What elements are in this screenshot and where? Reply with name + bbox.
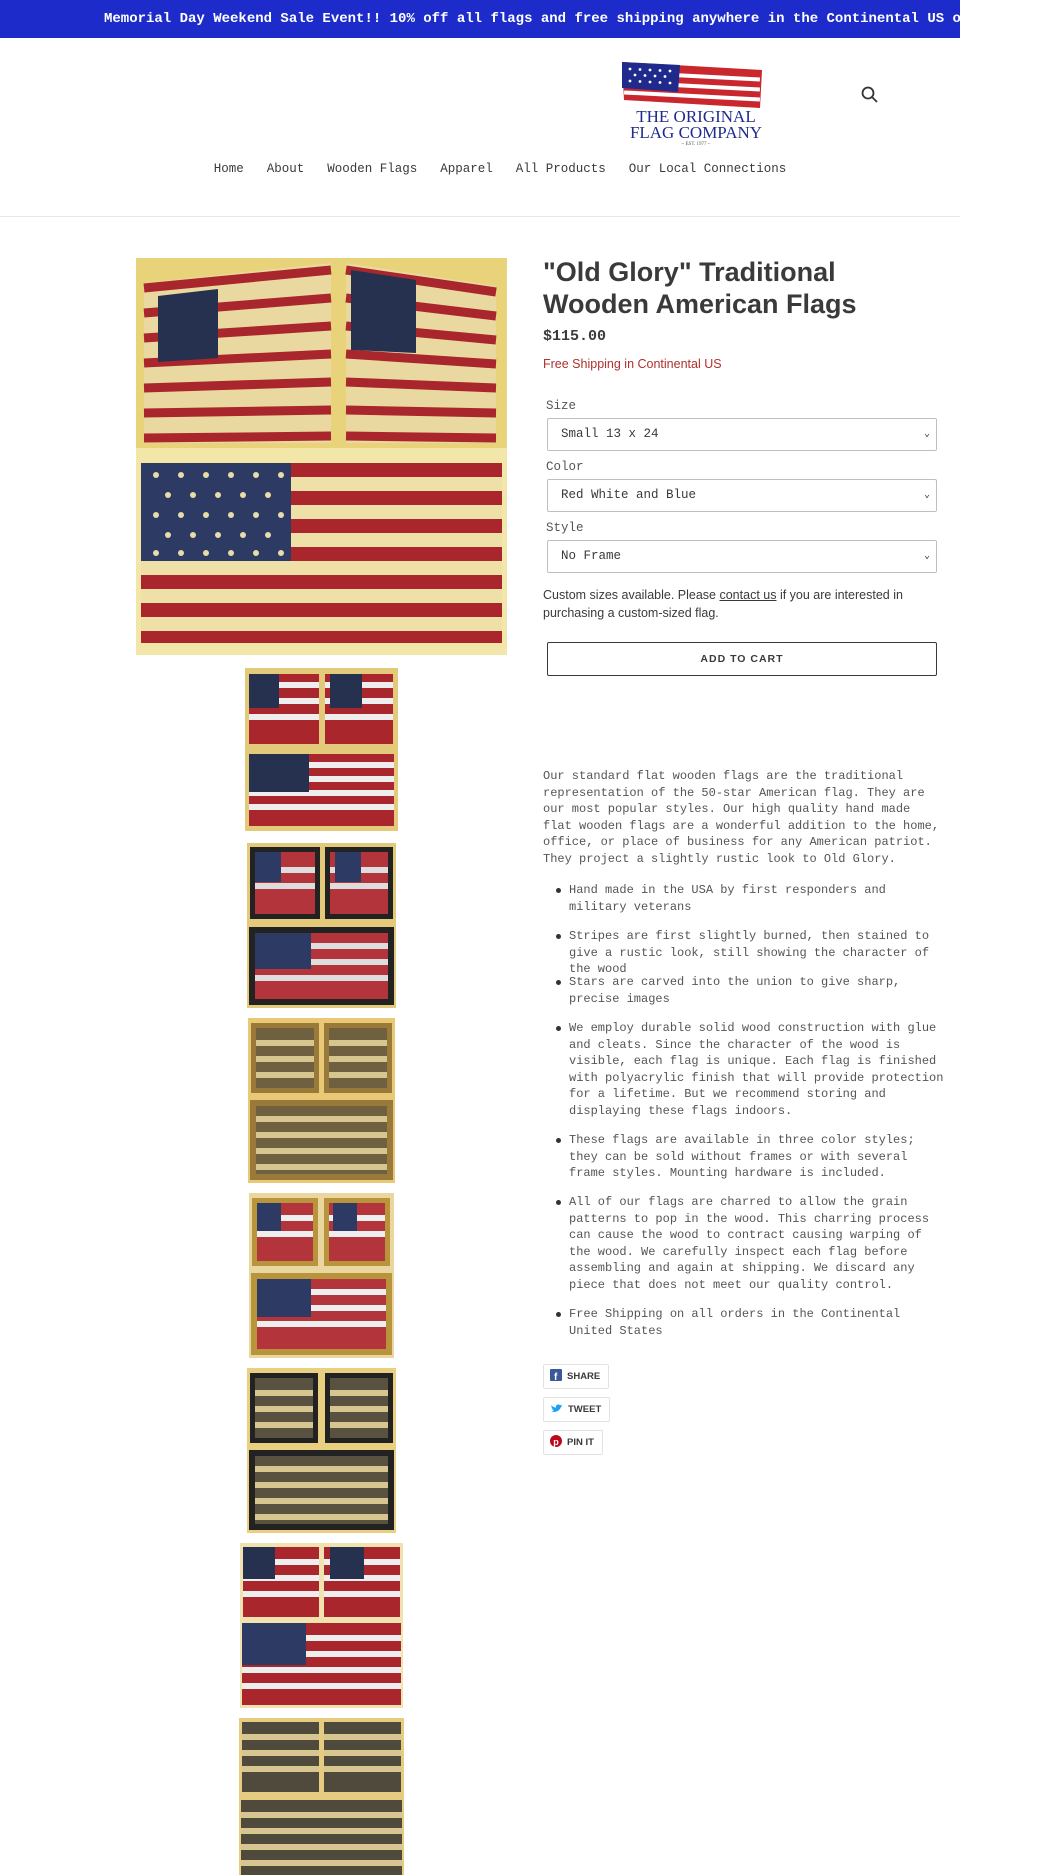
bullet-text: These flags are available in three color styles; they can be sold without frames or with several frame styles. Mounting hardware is included. bbox=[569, 1133, 915, 1180]
contact-us-link[interactable]: contact us bbox=[719, 588, 777, 602]
bullet-text: Stars are carved into the union to give sharp, precise images bbox=[569, 975, 901, 1006]
share-label: PIN IT bbox=[567, 1437, 594, 1448]
list-item bbox=[560, 928, 945, 978]
main-nav bbox=[0, 162, 960, 176]
bullet-text: Free Shipping on all orders in the Continental United States bbox=[569, 1307, 901, 1338]
pinterest-icon bbox=[550, 1435, 562, 1450]
announcement-text: Memorial Day Weekend Sale Event!! 10% off all flags and free shipping anywhere in the Continental US on flat flags bbox=[104, 11, 1062, 27]
product-description: Our standard flat wooden flags are the traditional representation of the 50-star American flag. They are our most popular styles. Our high quality hand made flat wooden flags are a wonderful addition to the home, office, or place of business for any American patriot. They project a slightly rustic look to Old Glory. bbox=[543, 769, 940, 866]
logo-text-line2: FLAG COMPANY bbox=[629, 123, 763, 142]
style-select[interactable] bbox=[547, 540, 937, 573]
list-item bbox=[560, 882, 945, 915]
list-item bbox=[560, 1132, 945, 1182]
custom-sizes-note bbox=[543, 586, 943, 622]
bullet-text: Hand made in the USA by first responders and military veterans bbox=[569, 883, 886, 914]
chevron-down-icon: ⌄ bbox=[923, 551, 930, 562]
style-select-value: No Frame bbox=[561, 549, 622, 563]
bullet-text: We employ durable solid wood construction with glue and cleats. Since the character of the wood is visible, each flag is unique. Each flag is finished with polyacrylic finish that will provide protection for a lifetime. But we recommend storing and displaying these flags indoors. bbox=[569, 1021, 944, 1118]
thumbnail-3[interactable] bbox=[248, 1018, 395, 1183]
list-item bbox=[560, 1020, 945, 1119]
thumbnail-2[interactable] bbox=[247, 843, 396, 1008]
product-main-image[interactable] bbox=[136, 258, 507, 655]
svg-text:p: p bbox=[553, 1437, 559, 1447]
site-logo[interactable] bbox=[612, 60, 778, 146]
thumbnail-5[interactable] bbox=[247, 1368, 396, 1533]
nav-home[interactable]: Home bbox=[213, 162, 244, 176]
thumbnail-1[interactable] bbox=[245, 668, 398, 831]
share-pinterest-button[interactable] bbox=[543, 1430, 603, 1455]
custom-note-pre: Custom sizes available. Please bbox=[543, 588, 720, 602]
size-select[interactable] bbox=[547, 418, 937, 451]
chevron-down-icon: ⌄ bbox=[923, 490, 930, 501]
color-select-value: Red White and Blue bbox=[561, 488, 697, 502]
share-label: SHARE bbox=[567, 1371, 601, 1382]
nav-all-products[interactable]: All Products bbox=[515, 162, 606, 176]
nav-wooden-flags[interactable]: Wooden Flags bbox=[327, 162, 418, 176]
product-price: $115.00 bbox=[543, 328, 607, 345]
thumbnail-4[interactable] bbox=[249, 1193, 394, 1358]
thumbnail-7[interactable] bbox=[239, 1718, 404, 1875]
add-to-cart-button[interactable]: ADD TO CART bbox=[547, 642, 937, 676]
color-label: Color bbox=[546, 460, 584, 474]
share-twitter-button[interactable] bbox=[543, 1397, 610, 1422]
custom-note-post: if you are interested in purchasing a custom-sized flag. bbox=[543, 588, 903, 620]
bullet-text: Stripes are first slightly burned, then stained to give a rustic look, still showing the character of the wood bbox=[569, 929, 930, 976]
thumbnail-6[interactable] bbox=[240, 1543, 403, 1708]
header-divider bbox=[0, 216, 960, 217]
size-label: Size bbox=[546, 399, 577, 413]
share-facebook-button[interactable] bbox=[543, 1364, 609, 1389]
bullet-text: All of our flags are charred to allow the grain patterns to pop in the wood. This charring process can cause the wood to contract causing warping of the wood. We carefully inspect each flag before assembling and again at shipping. We discard any piece that does not meet our quality control. bbox=[569, 1195, 930, 1292]
svg-text:f: f bbox=[554, 1372, 558, 1383]
announcement-bar[interactable] bbox=[0, 0, 1062, 38]
product-title: "Old Glory" Traditional Wooden American Flags bbox=[543, 257, 857, 319]
color-select[interactable] bbox=[547, 479, 937, 512]
list-item bbox=[560, 1194, 945, 1293]
list-item bbox=[560, 974, 945, 1007]
shipping-note: Free Shipping in Continental US bbox=[543, 357, 722, 371]
nav-local-connections[interactable]: Our Local Connections bbox=[628, 162, 787, 176]
logo-text-line1: THE ORIGINAL bbox=[636, 107, 756, 126]
size-select-value: Small 13 x 24 bbox=[561, 427, 659, 441]
list-item bbox=[560, 1306, 945, 1339]
nav-apparel[interactable]: Apparel bbox=[440, 162, 493, 176]
share-label: TWEET bbox=[568, 1404, 602, 1415]
nav-about[interactable]: About bbox=[266, 162, 305, 176]
style-label: Style bbox=[546, 521, 584, 535]
search-icon[interactable] bbox=[860, 85, 880, 105]
facebook-icon bbox=[550, 1369, 562, 1384]
logo-text-line3: ~ EST. 1977 ~ bbox=[681, 142, 711, 147]
chevron-down-icon: ⌄ bbox=[923, 429, 930, 440]
twitter-icon bbox=[550, 1403, 563, 1417]
